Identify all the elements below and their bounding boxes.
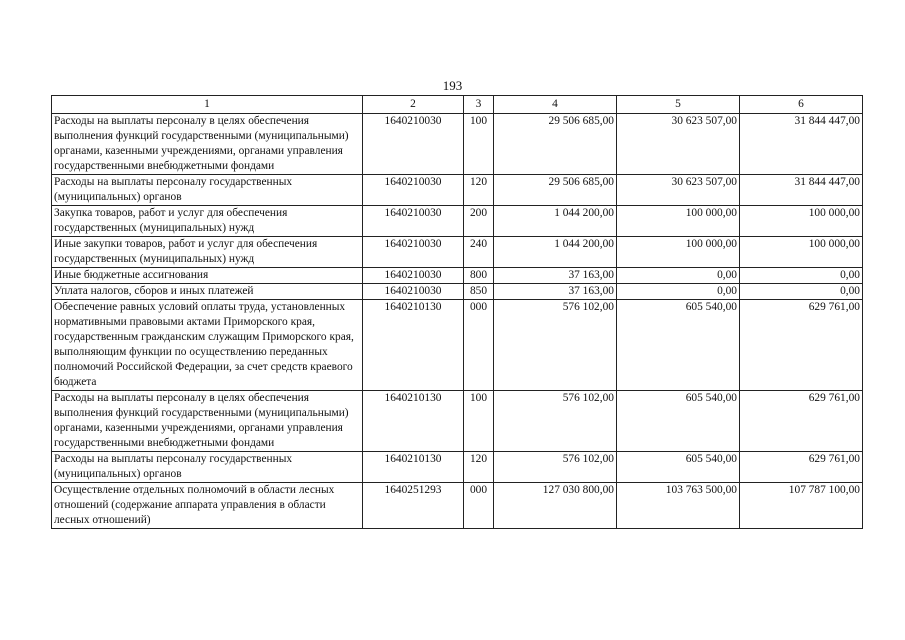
table-header-row [52,96,863,114]
budget-table [51,95,863,529]
item-description: Уплата налогов, сборов и иных платежей [52,284,363,300]
target-code: 1640210030 [363,284,464,300]
amount-year-3: 629 761,00 [740,300,863,391]
expense-type: 800 [464,268,494,284]
column-header: 3 [464,96,494,114]
table-row [52,237,863,268]
item-description: Иные бюджетные ассигнования [52,268,363,284]
amount-year-2: 0,00 [617,268,740,284]
item-description: Обеспечение равных условий оплаты труда, установленных нормативными правовыми актами Приморского края, государственным гражданским служащим Приморского края, выполняющим функции по осуществлению переданных полномочий Российской Федерации, за счет средств краевого бюджета [52,300,363,391]
amount-year-2: 605 540,00 [617,452,740,483]
item-description: Расходы на выплаты персоналу государственных (муниципальных) органов [52,452,363,483]
expense-type: 100 [464,391,494,452]
table-row [52,452,863,483]
table-row [52,114,863,175]
target-code: 1640210130 [363,452,464,483]
amount-year-2: 100 000,00 [617,237,740,268]
amount-year-2: 0,00 [617,284,740,300]
item-description: Расходы на выплаты персоналу государственных (муниципальных) органов [52,175,363,206]
amount-year-1: 37 163,00 [494,284,617,300]
amount-year-1: 576 102,00 [494,452,617,483]
amount-year-2: 100 000,00 [617,206,740,237]
amount-year-1: 576 102,00 [494,300,617,391]
amount-year-2: 30 623 507,00 [617,114,740,175]
item-description: Иные закупки товаров, работ и услуг для обеспечения государственных (муниципальных) нужд [52,237,363,268]
amount-year-3: 0,00 [740,284,863,300]
expense-type: 200 [464,206,494,237]
column-header: 5 [617,96,740,114]
target-code: 1640210030 [363,175,464,206]
target-code: 1640251293 [363,483,464,529]
expense-type: 000 [464,483,494,529]
amount-year-3: 100 000,00 [740,237,863,268]
amount-year-2: 605 540,00 [617,300,740,391]
table-row [52,391,863,452]
table-row [52,206,863,237]
amount-year-3: 629 761,00 [740,391,863,452]
target-code: 1640210130 [363,391,464,452]
amount-year-1: 576 102,00 [494,391,617,452]
target-code: 1640210030 [363,206,464,237]
amount-year-3: 107 787 100,00 [740,483,863,529]
amount-year-1: 37 163,00 [494,268,617,284]
target-code: 1640210030 [363,268,464,284]
amount-year-3: 629 761,00 [740,452,863,483]
table-row [52,175,863,206]
amount-year-1: 29 506 685,00 [494,114,617,175]
expense-type: 120 [464,175,494,206]
amount-year-2: 30 623 507,00 [617,175,740,206]
amount-year-1: 1 044 200,00 [494,237,617,268]
amount-year-3: 31 844 447,00 [740,175,863,206]
expense-type: 000 [464,300,494,391]
column-header: 6 [740,96,863,114]
column-header: 4 [494,96,617,114]
amount-year-1: 29 506 685,00 [494,175,617,206]
table-row [52,300,863,391]
item-description: Осуществление отдельных полномочий в области лесных отношений (содержание аппарата управления в области лесных отношений) [52,483,363,529]
amount-year-1: 127 030 800,00 [494,483,617,529]
amount-year-2: 605 540,00 [617,391,740,452]
target-code: 1640210130 [363,300,464,391]
amount-year-2: 103 763 500,00 [617,483,740,529]
table-row [52,483,863,529]
expense-type: 850 [464,284,494,300]
amount-year-3: 31 844 447,00 [740,114,863,175]
item-description: Закупка товаров, работ и услуг для обеспечения государственных (муниципальных) нужд [52,206,363,237]
target-code: 1640210030 [363,114,464,175]
expense-type: 120 [464,452,494,483]
table-row [52,284,863,300]
amount-year-3: 100 000,00 [740,206,863,237]
amount-year-3: 0,00 [740,268,863,284]
page-number: 193 [442,78,463,93]
column-header: 2 [363,96,464,114]
expense-type: 100 [464,114,494,175]
target-code: 1640210030 [363,237,464,268]
amount-year-1: 1 044 200,00 [494,206,617,237]
item-description: Расходы на выплаты персоналу в целях обеспечения выполнения функций государственными (муниципальными) органами, казенными учреждениями, органами управления государственными внебюджетными фондами [52,114,363,175]
column-header: 1 [52,96,363,114]
table-row [52,268,863,284]
item-description: Расходы на выплаты персоналу в целях обеспечения выполнения функций государственными (муниципальными) органами, казенными учреждениями, органами управления государственными внебюджетными фондами [52,391,363,452]
expense-type: 240 [464,237,494,268]
